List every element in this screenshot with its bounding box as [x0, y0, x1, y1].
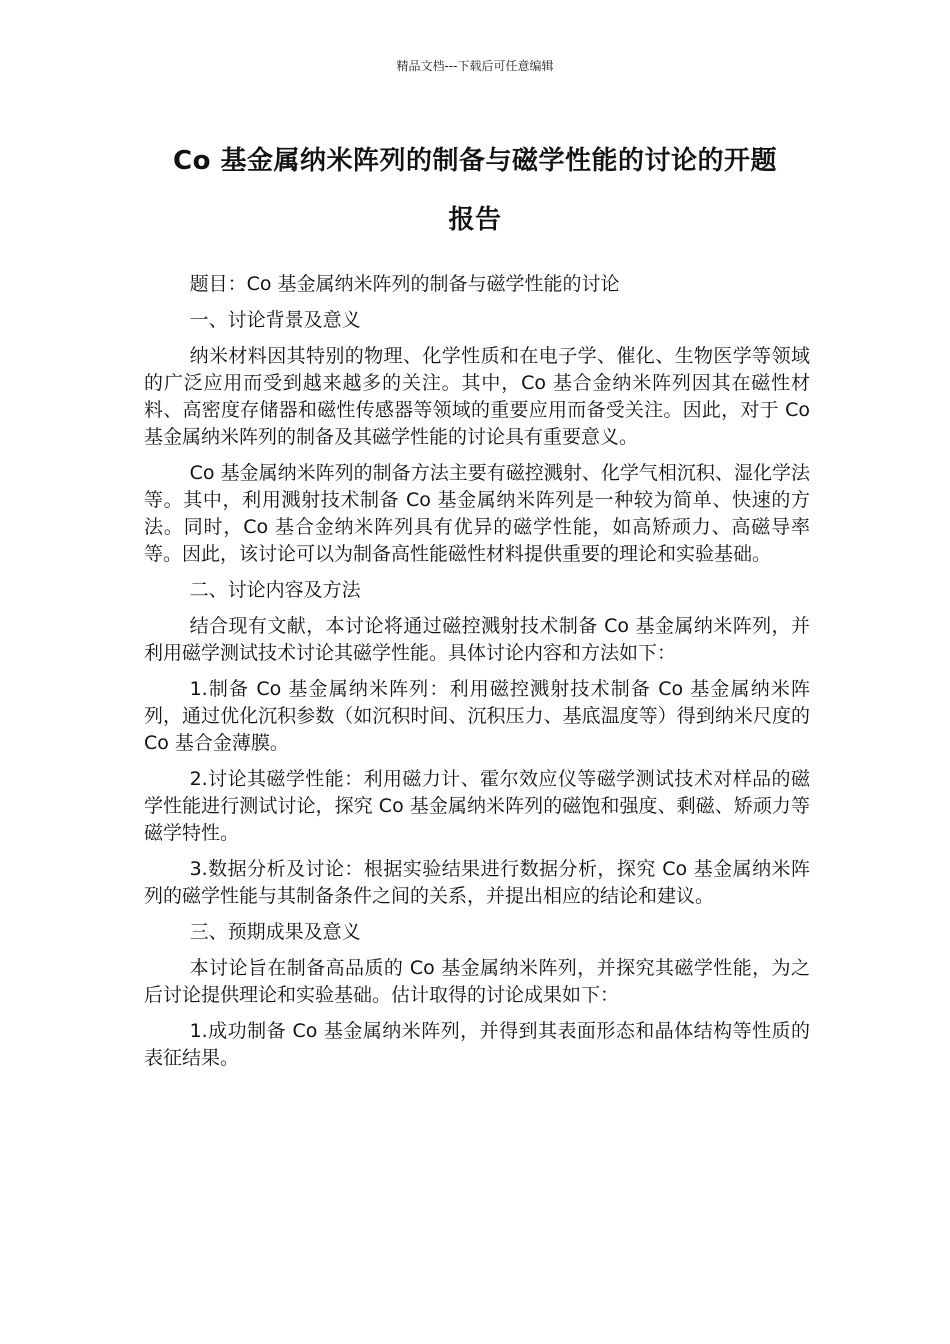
page-header-note: 精品文档---下载后可任意编辑 — [396, 59, 554, 73]
title-line-1: Co 基金属纳米阵列的制备与磁学性能的讨论的开题 — [173, 146, 777, 176]
list-item: 1.制备 Co 基金属纳米阵列：利用磁控溅射技术制备 Co 基金属纳米阵列，通过优化沉积参数（如沉积时间、沉积压力、基底温度等）得到纳米尺度的 Co 基合金薄膜。 — [144, 678, 810, 754]
paragraph: 本讨论旨在制备高品质的 Co 基金属纳米阵列，并探究其磁学性能，为之后讨论提供理论和实验基础。估计取得的讨论成果如下： — [144, 957, 810, 1006]
paragraph: 结合现有文献，本讨论将通过磁控溅射技术制备 Co 基金属纳米阵列，并利用磁学测试技术讨论其磁学性能。具体讨论内容和方法如下： — [144, 615, 810, 664]
document-title — [130, 132, 820, 250]
list-item: 3.数据分析及讨论：根据实验结果进行数据分析，探究 Co 基金属纳米阵列的磁学性能与其制备条件之间的关系，并提出相应的结论和建议。 — [144, 858, 810, 907]
section-heading-expected-results: 三、预期成果及意义 — [189, 921, 361, 943]
list-item: 1.成功制备 Co 基金属纳米阵列，并得到其表面形态和晶体结构等性质的表征结果。 — [144, 1020, 810, 1069]
paragraph: Co 基金属纳米阵列的制备方法主要有磁控溅射、化学气相沉积、湿化学法等。其中，利用溅射技术制备 Co 基金属纳米阵列是一种较为简单、快速的方法。同时，Co 基合金纳米阵列具有优异的磁学性能，如高矫顽力、高磁导率等。因此，该讨论可以为制备高性能磁性材料提供重要的理论和实验基础。 — [144, 462, 810, 565]
list-item: 2.讨论其磁学性能：利用磁力计、霍尔效应仪等磁学测试技术对样品的磁学性能进行测试讨论，探究 Co 基金属纳米阵列的磁饱和强度、剩磁、矫顽力等磁学特性。 — [144, 768, 810, 844]
section-heading-background: 一、讨论背景及意义 — [189, 309, 361, 331]
document-body — [144, 271, 810, 1081]
paragraph: 纳米材料因其特别的物理、化学性质和在电子学、催化、生物医学等领域的广泛应用而受到越来越多的关注。其中，Co 基合金纳米阵列因其在磁性材料、高密度存储器和磁性传感器等领域的重要应用而备受关注。因此，对于 Co 基金属纳米阵列的制备及其磁学性能的讨论具有重要意义。 — [144, 345, 810, 448]
title-line-2: 报告 — [448, 205, 502, 235]
section-heading-content-methods: 二、讨论内容及方法 — [189, 579, 361, 601]
topic-line: 题目：Co 基金属纳米阵列的制备与磁学性能的讨论 — [189, 273, 620, 295]
